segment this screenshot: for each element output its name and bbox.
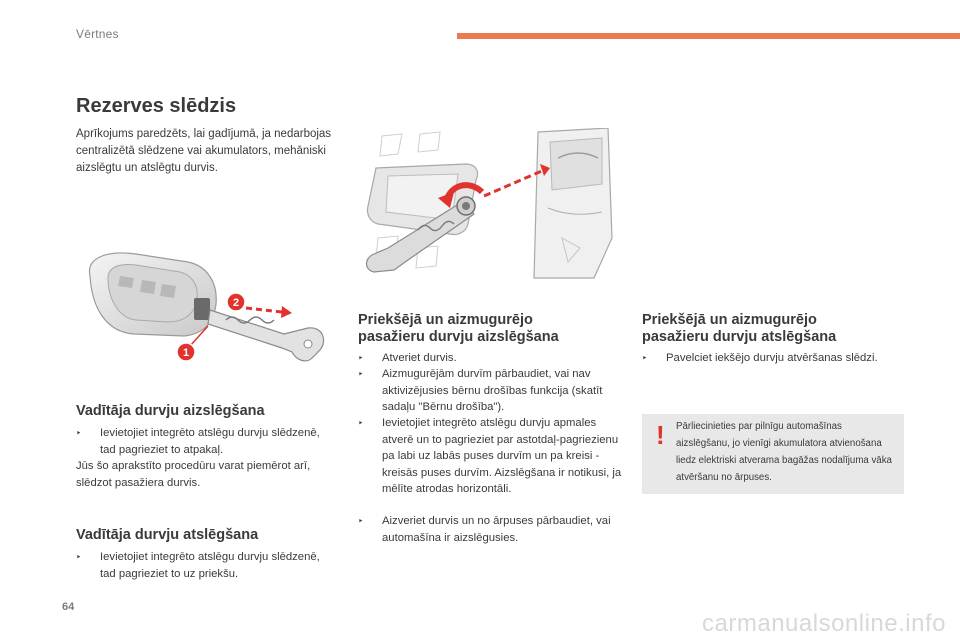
page-title: Rezerves slēdzis [76,95,237,117]
key-fob-icon [89,253,216,336]
passenger-unlock-heading [642,312,836,346]
watermark: carmanualsonline.info [702,610,946,637]
key-blade-icon [208,310,324,361]
driver-unlock-heading: Vadītāja durvju atslēgšana [76,527,259,543]
page-number: 64 [62,601,75,613]
driver-unlock-step [76,549,338,582]
arrow-icon [246,306,292,318]
callout-1-label: 1 [182,347,190,359]
passenger-unlock-step-text: Pavelciet iekšējo durvju atvēršanas slēdzi. [666,352,878,364]
driver-lock-step-text: Ievietojiet integrēto atslēgu durvju slēdzenē, tad pagrieziet to atpakaļ. [100,427,320,456]
passenger-unlock-step [642,350,912,367]
step-bullet: ‣ [358,516,364,526]
door-lock-figure [358,128,620,286]
step-bullet: ‣ [358,369,364,379]
passenger-lock-heading-line2: pasažieru durvju aizslēgšana [358,329,559,345]
key-fob-figure [76,248,336,374]
step-bullet: ‣ [76,552,82,562]
step-bullet: ‣ [642,353,648,363]
warning-box [642,414,904,494]
passenger-lock-step-text: Ievietojiet integrēto atslēgu durvju apmales atverē un to pagrieziet par astotdaļ-pagriezienu pa labi uz labās puses durvīm un pa kreisi - kreisās puses durvīm. Aizslēgšana ir notikusi, ja mēlīte atrodas horizontāli. [382,417,622,495]
step-bullet: ‣ [358,418,364,428]
passenger-lock-step [358,415,628,498]
callout-2-label: 2 [232,297,240,309]
driver-unlock-step-text: Ievietojiet integrēto atslēgu durvju slēdzenē, tad pagrieziet to uz priekšu. [100,551,320,580]
passenger-lock-step-text: Aizmugurējām durvīm pārbaudiet, vai nav aktivizējusies bērnu drošības funkcija (skatīt sadaļu "Bērnu drošība"). [382,368,603,413]
passenger-lock-step [358,366,628,416]
passenger-lock-step-text: Atveriet durvis. [382,352,457,364]
passenger-lock-step [358,513,628,546]
intro-paragraph: Aprīkojums paredzēts, lai gadījumā, ja nedarbojas centralizētā slēdzene vai akumulators, mehāniski aizslēgtu un atslēgtu durvis. [76,128,332,174]
section-label: Vērtnes [76,27,119,41]
step-bullet: ‣ [358,353,364,363]
callout-1 [177,343,195,361]
step-bullet: ‣ [76,428,82,438]
warning-icon: ! [656,420,665,450]
driver-lock-heading: Vadītāja durvju aizslēgšana [76,403,265,419]
passenger-unlock-heading-line2: pasažieru durvju atslēgšana [642,329,837,345]
callout-2 [227,293,245,311]
passenger-lock-heading-line1: Priekšējā un aizmugurējo [358,312,533,328]
warning-text: Pārliecinieties par pilnīgu automašīnas aizslēgšanu, jo vienīgi akumulatora atvienošana liedz elektriski atverama bagāžas nodalījuma vāka atvēršanu no ārpuses. [676,421,892,483]
passenger-lock-step [358,350,628,367]
passenger-lock-heading [358,312,559,346]
driver-lock-note: Jūs šo aprakstīto procedūru varat piemērot arī, slēdzot pasažiera durvis. [76,460,311,489]
header-accent-bar [457,33,960,39]
driver-lock-step [76,425,338,458]
passenger-lock-step-text: Aizveriet durvis un no ārpuses pārbaudiet, vai automašīna ir aizslēgusies. [382,515,611,544]
passenger-unlock-heading-line1: Priekšējā un aizmugurējo [642,312,817,328]
